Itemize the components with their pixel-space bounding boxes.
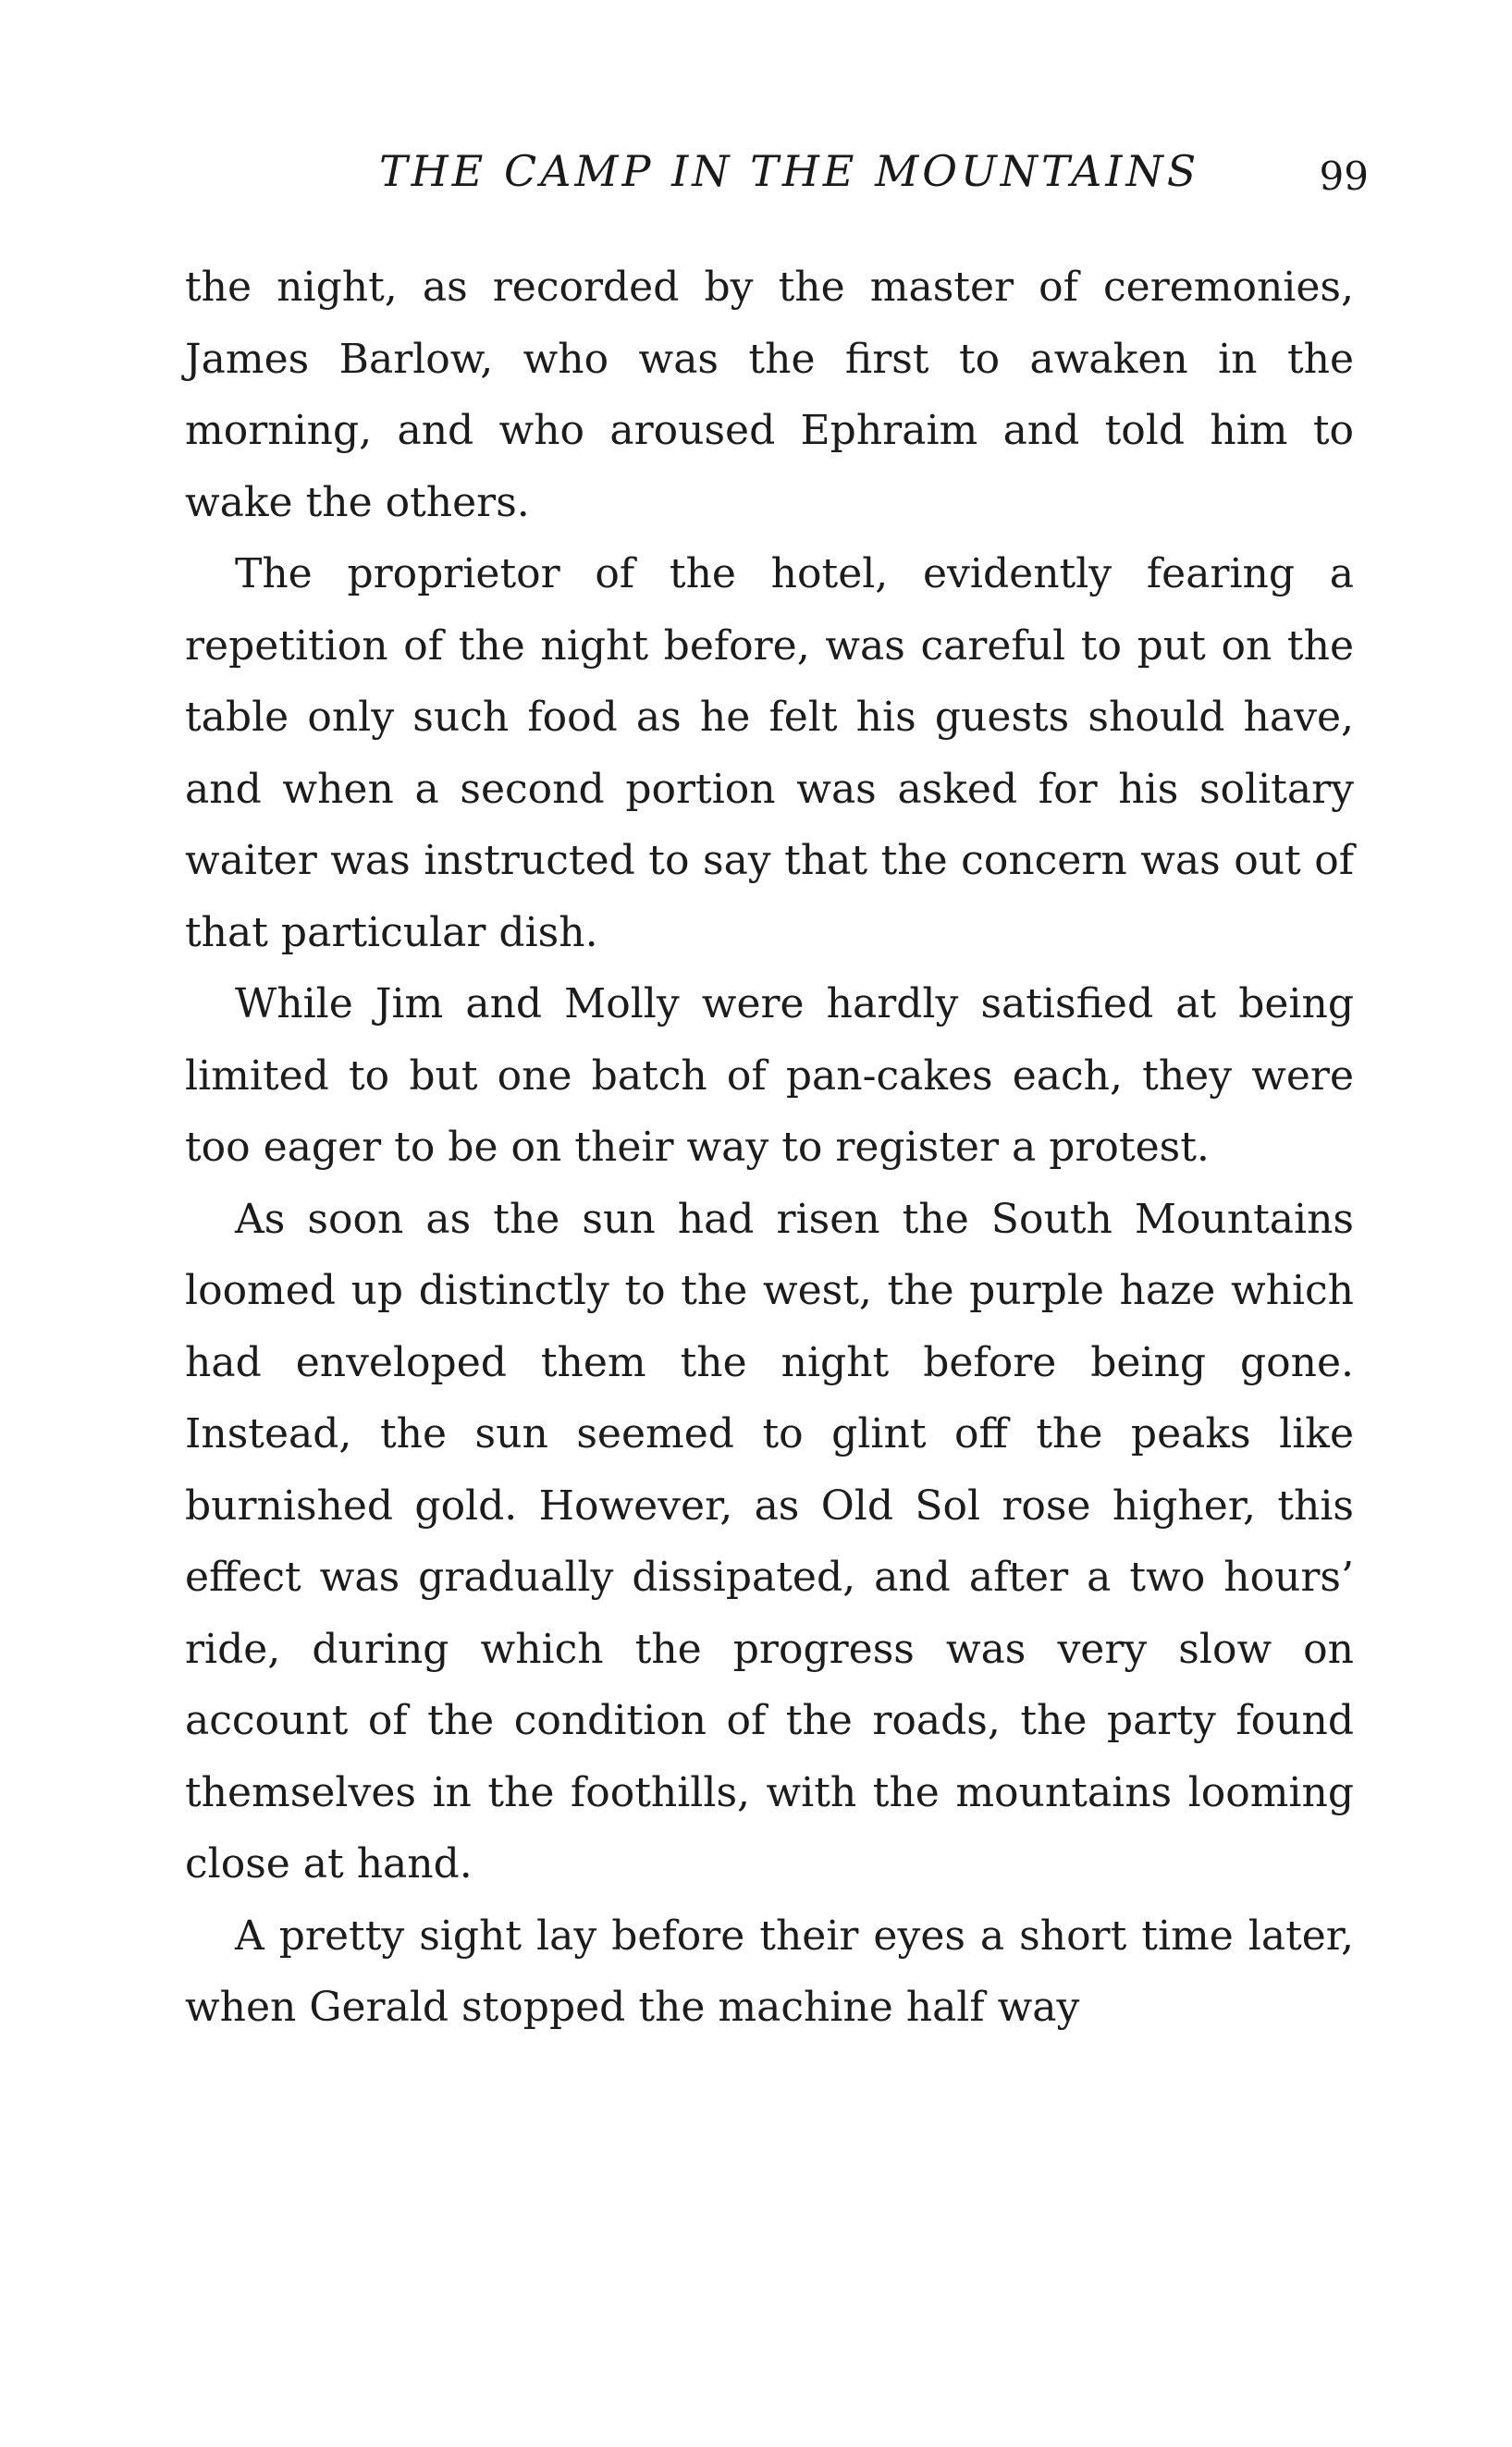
running-header	[185, 146, 1369, 220]
paragraph-proprietor: The proprietor of the hotel, evidently fearing a repetition of the night before, was careful to put on the table only such food as he felt his guests should have, and when a second portion was asked for his solitary waiter was instructed to say that the concern was out of that particular dish.	[185, 550, 1354, 956]
body-text	[185, 252, 1354, 2044]
paragraph-jim-molly: While Jim and Molly were hardly satisfied at being limited to but one batch of pan-cakes each, they were too eager to be on their way to register a protest.	[185, 980, 1354, 1171]
paragraph-south-mountains: As soon as the sun had risen the South Mountains loomed up distinctly to the west, the purple haze which had enveloped them the night before being gone. Instead, the sun seemed to glint off the peaks like burnished gold. However, as Old Sol rose higher, this effect was gradually dissipated, and after a two hours’ ride, during which the progress was very slow on account of the condition of the roads, the party found themselves in the foothills, with the mountains looming close at hand.	[185, 1195, 1354, 1888]
paragraph-continued: the night, as recorded by the master of ceremonies, James Barlow, who was the first to awaken in the morning, and who aroused Ephraim and told him to wake the others.	[185, 264, 1354, 526]
paragraph-pretty-sight: A pretty sight lay before their eyes a short time later, when Gerald stopped the machine half way	[185, 1912, 1354, 2031]
page-number: 99	[1319, 154, 1369, 199]
running-title: THE CAMP IN THE MOUNTAINS	[379, 146, 1200, 196]
